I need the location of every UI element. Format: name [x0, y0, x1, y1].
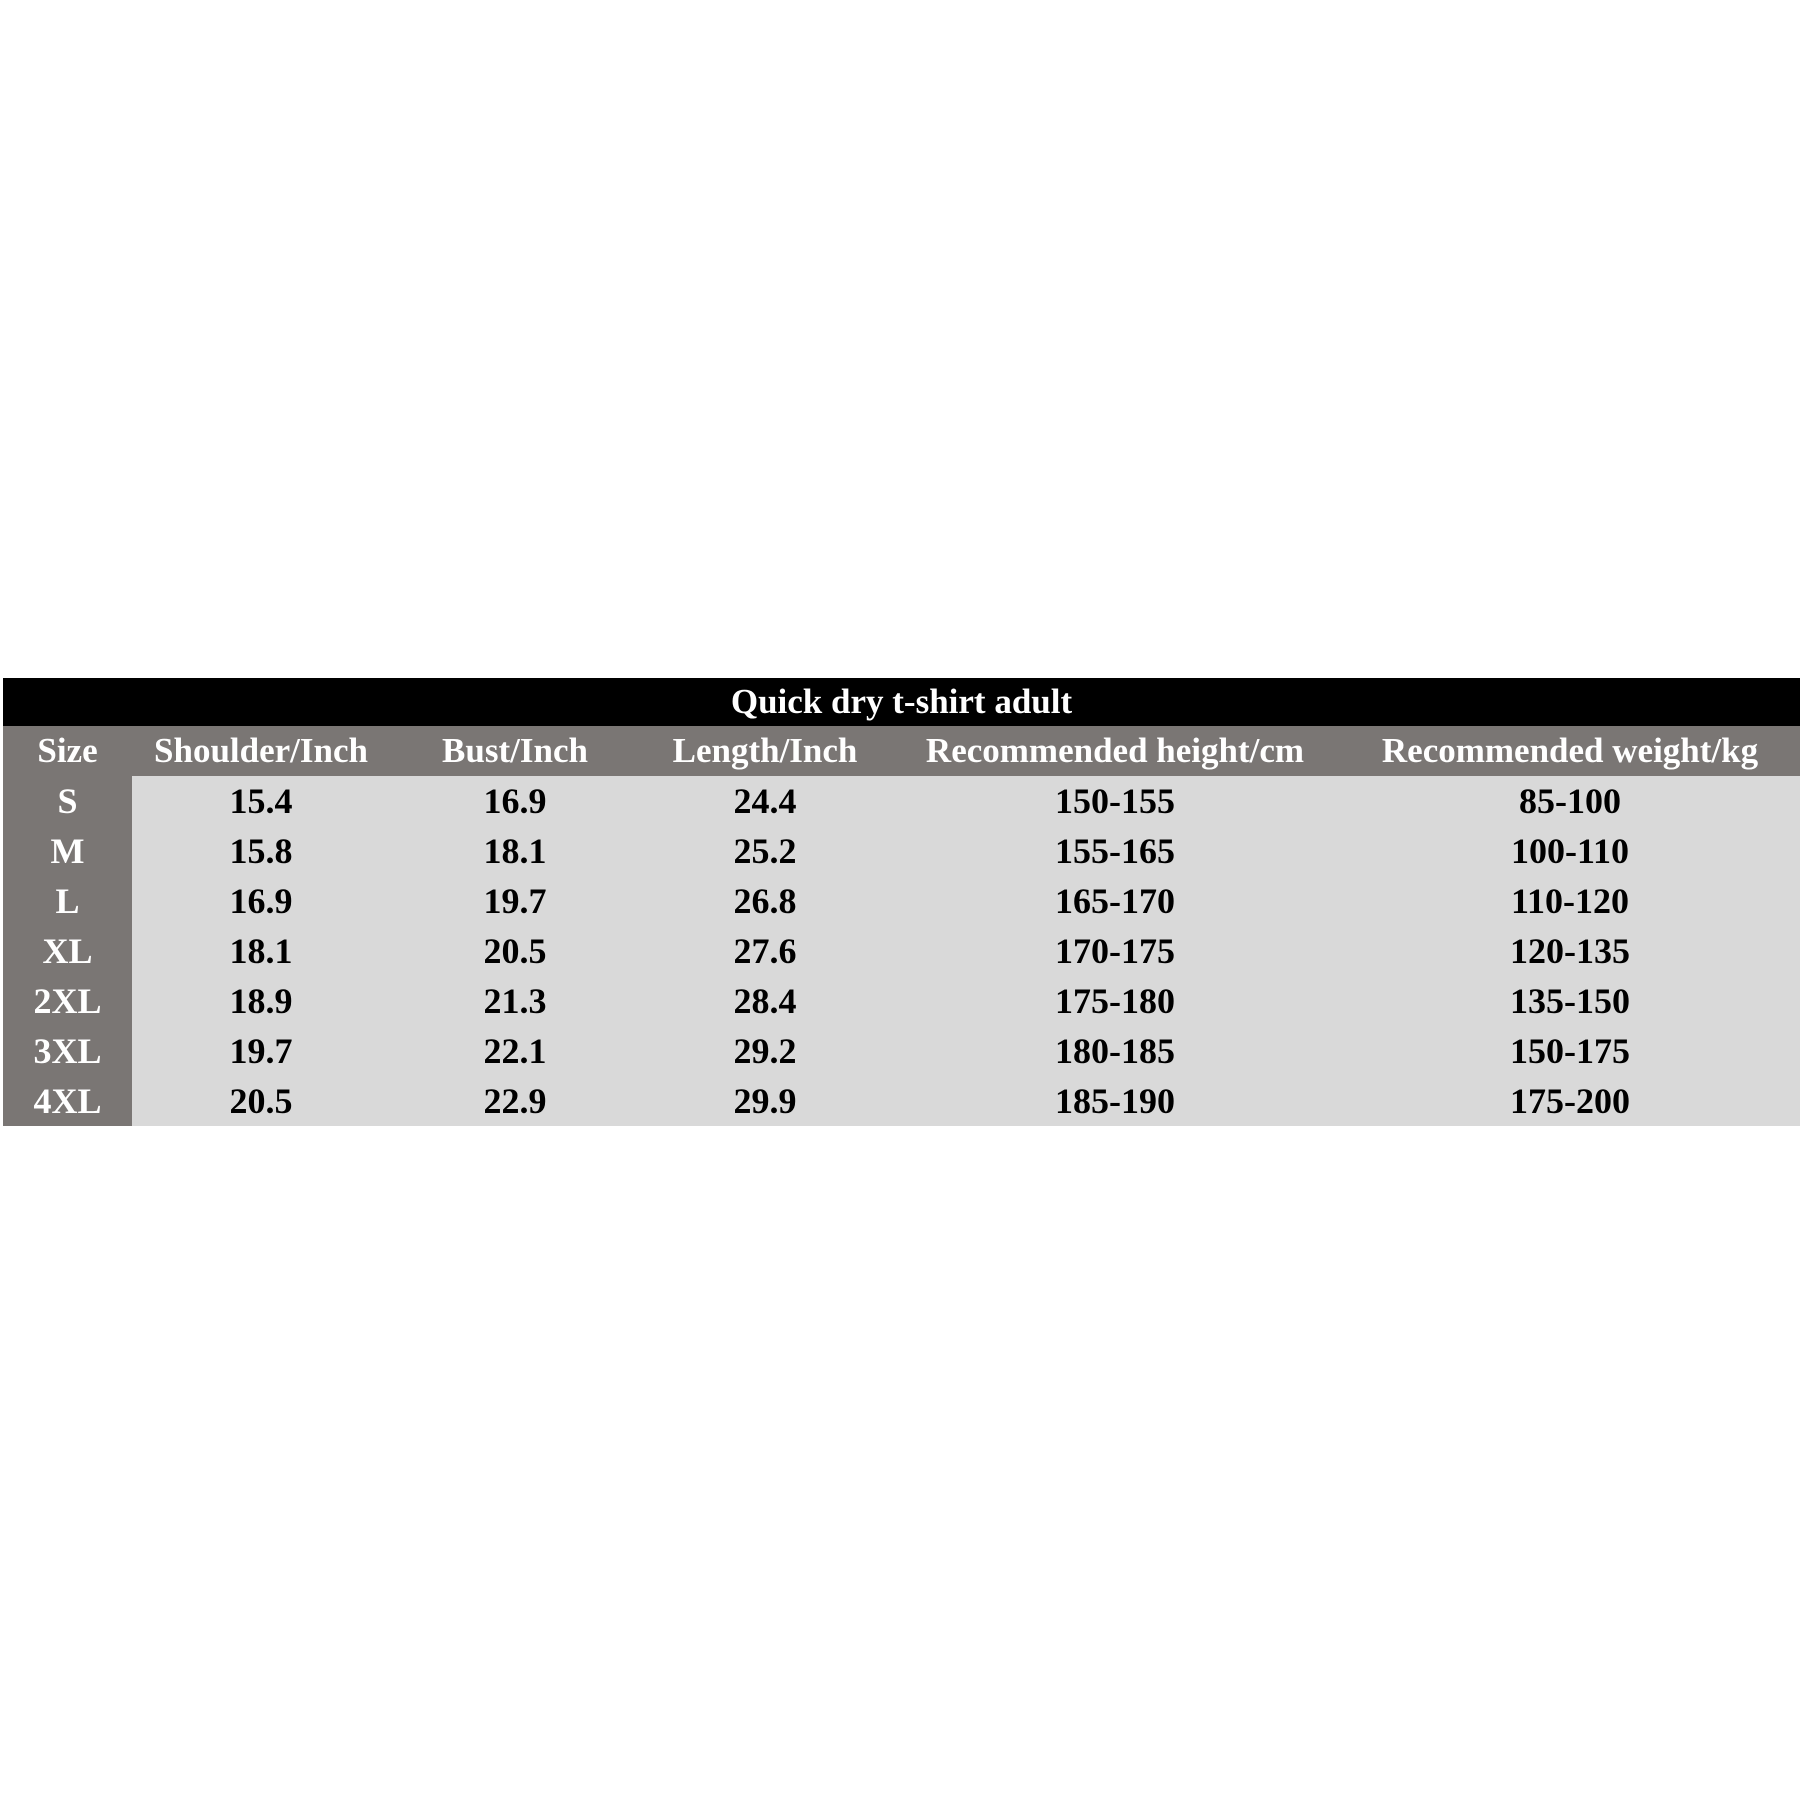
header-bust: Bust/Inch: [442, 731, 588, 770]
table-row: [3, 776, 1800, 826]
bust-cell: 18.1: [390, 826, 640, 876]
weight-cell: 100-110: [1340, 826, 1800, 876]
size-cell: M: [3, 826, 132, 876]
header-recommended-height: Recommended height/cm: [925, 731, 1305, 770]
chart-title: Quick dry t-shirt adult: [3, 678, 1800, 726]
size-chart-table: [3, 678, 1800, 1126]
table-row: [3, 926, 1800, 976]
size-cell: 4XL: [3, 1076, 132, 1126]
bust-cell: 21.3: [390, 976, 640, 1026]
bust-cell: 22.1: [390, 1026, 640, 1076]
shoulder-cell: 19.7: [132, 1026, 390, 1076]
length-cell: 29.9: [640, 1076, 890, 1126]
header-size: Size: [37, 731, 98, 770]
shoulder-cell: 15.4: [132, 776, 390, 826]
shoulder-cell: 18.1: [132, 926, 390, 976]
size-cell: L: [3, 876, 132, 926]
length-cell: 25.2: [640, 826, 890, 876]
weight-cell: 85-100: [1340, 776, 1800, 826]
length-cell: 27.6: [640, 926, 890, 976]
header-row: [3, 726, 1800, 776]
height-cell: 180-185: [890, 1026, 1340, 1076]
length-cell: 29.2: [640, 1026, 890, 1076]
header-recommended-weight: Recommended weight/kg: [1381, 731, 1759, 770]
size-cell: 2XL: [3, 976, 132, 1026]
table-row: [3, 1026, 1800, 1076]
length-cell: 24.4: [640, 776, 890, 826]
weight-cell: 175-200: [1340, 1076, 1800, 1126]
height-cell: 185-190: [890, 1076, 1340, 1126]
weight-cell: 120-135: [1340, 926, 1800, 976]
height-cell: 170-175: [890, 926, 1340, 976]
weight-cell: 150-175: [1340, 1026, 1800, 1076]
bust-cell: 16.9: [390, 776, 640, 826]
size-cell: S: [3, 776, 132, 826]
size-cell: XL: [3, 926, 132, 976]
height-cell: 165-170: [890, 876, 1340, 926]
shoulder-cell: 16.9: [132, 876, 390, 926]
weight-cell: 110-120: [1340, 876, 1800, 926]
bust-cell: 19.7: [390, 876, 640, 926]
length-cell: 26.8: [640, 876, 890, 926]
length-cell: 28.4: [640, 976, 890, 1026]
size-cell: 3XL: [3, 1026, 132, 1076]
bust-cell: 22.9: [390, 1076, 640, 1126]
shoulder-cell: 18.9: [132, 976, 390, 1026]
height-cell: 175-180: [890, 976, 1340, 1026]
weight-cell: 135-150: [1340, 976, 1800, 1026]
table-row: [3, 976, 1800, 1026]
bust-cell: 20.5: [390, 926, 640, 976]
shoulder-cell: 15.8: [132, 826, 390, 876]
table-row: [3, 876, 1800, 926]
height-cell: 150-155: [890, 776, 1340, 826]
table-row: [3, 826, 1800, 876]
height-cell: 155-165: [890, 826, 1340, 876]
table-row: [3, 1076, 1800, 1126]
shoulder-cell: 20.5: [132, 1076, 390, 1126]
header-shoulder: Shoulder/Inch: [154, 731, 368, 770]
header-length: Length/Inch: [672, 731, 858, 770]
